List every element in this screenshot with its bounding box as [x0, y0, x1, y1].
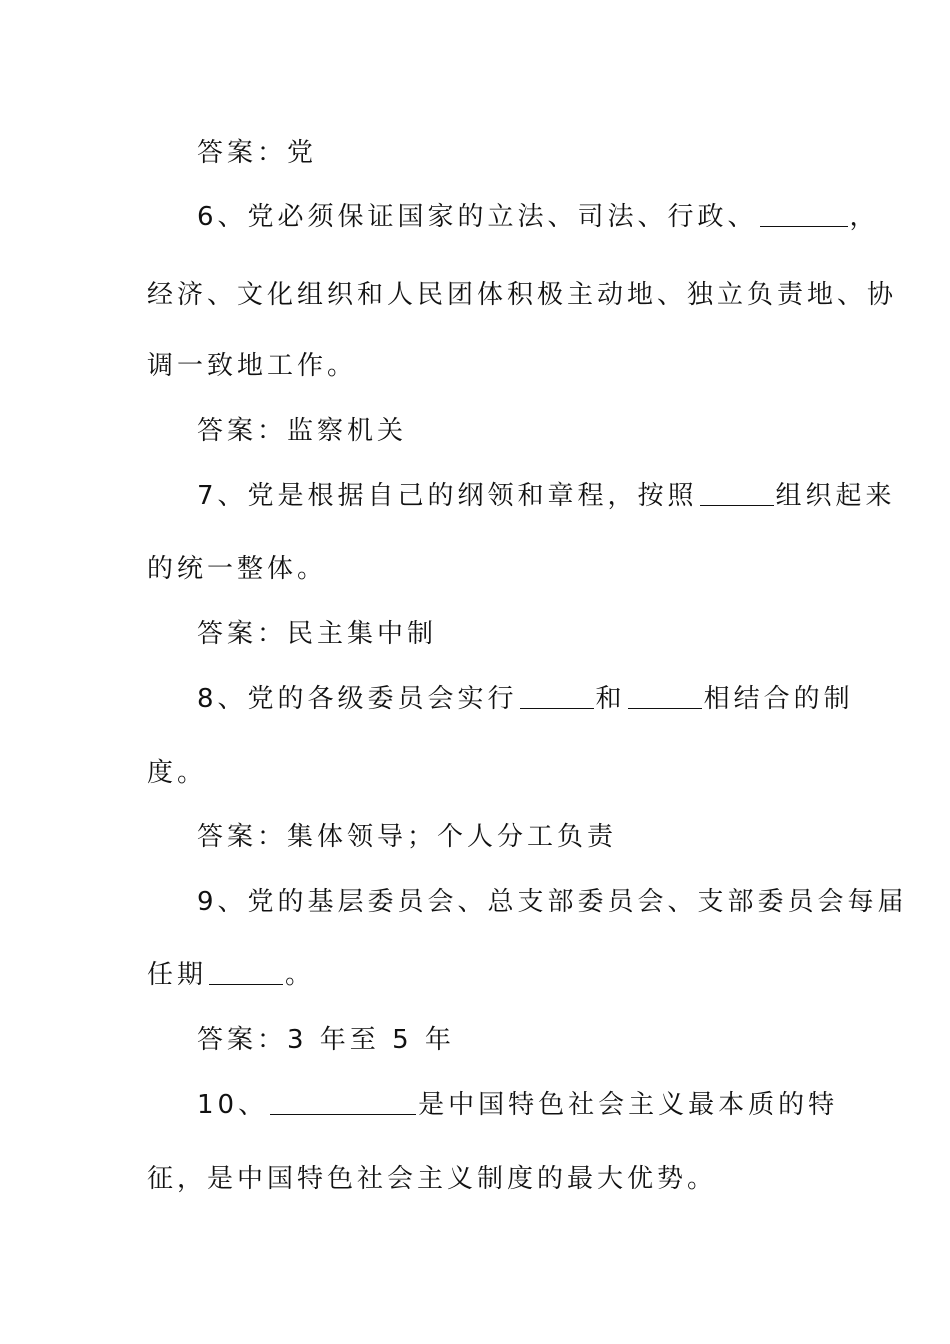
answer-5 [197, 136, 807, 170]
question-8-text-c: 相结合的制 [703, 684, 854, 714]
answer-7-text: 答案：民主集中制 [197, 619, 438, 649]
question-9-line-1 [197, 885, 908, 919]
question-7-text: 7、党是根据自己的纲领和章程，按照 [197, 481, 698, 511]
answer-9-text: 答案：3 年至 5 年 [197, 1025, 455, 1055]
fill-blank [209, 960, 283, 985]
question-6-line-3 [147, 349, 807, 383]
answer-8-text: 答案：集体领导；个人分工负责 [197, 822, 618, 852]
question-9-text-2b: 。 [285, 960, 316, 990]
question-6-text-2: 经济、文化组织和人民团体积极主动地、独立负责地、协 [147, 280, 898, 310]
fill-blank [700, 481, 774, 506]
answer-6-text: 答案：监察机关 [197, 416, 408, 446]
fill-blank [760, 202, 848, 227]
question-8-line-1 [197, 682, 854, 716]
question-7-text-b: 组织起来 [775, 481, 896, 511]
question-8-line-2 [147, 756, 807, 790]
question-6-text-3: 调一致地工作。 [147, 351, 358, 381]
question-10-number: 10、 [197, 1090, 269, 1120]
fill-blank [270, 1090, 416, 1115]
question-10-text-2: 征，是中国特色社会主义制度的最大优势。 [147, 1164, 718, 1194]
question-10-line-1 [197, 1088, 839, 1122]
question-9-text-2a: 任期 [147, 960, 208, 990]
question-9-line-2 [147, 958, 807, 992]
answer-8 [197, 820, 807, 854]
question-10-line-2 [147, 1162, 807, 1196]
question-7-text-2: 的统一整体。 [147, 554, 328, 584]
question-6-text: 6、党必须保证国家的立法、司法、行政、 [197, 202, 758, 232]
answer-6 [197, 414, 807, 448]
answer-5-text: 答案：党 [197, 138, 318, 168]
question-7-line-1 [197, 479, 896, 513]
question-10-text: 是中国特色社会主义最本质的特 [418, 1090, 839, 1120]
answer-9 [197, 1023, 807, 1057]
question-9-text: 9、党的基层委员会、总支部委员会、支部委员会每届 [197, 887, 908, 917]
question-6-comma: ， [849, 202, 880, 232]
question-6-line-2 [147, 278, 898, 312]
question-8-text-2: 度。 [147, 758, 208, 788]
fill-blank [628, 684, 702, 709]
question-8-text-b: 和 [595, 684, 626, 714]
question-8-text: 8、党的各级委员会实行 [197, 684, 518, 714]
question-7-line-2 [147, 552, 807, 586]
fill-blank [520, 684, 594, 709]
answer-7 [197, 617, 807, 651]
question-6-line-1 [197, 200, 880, 234]
